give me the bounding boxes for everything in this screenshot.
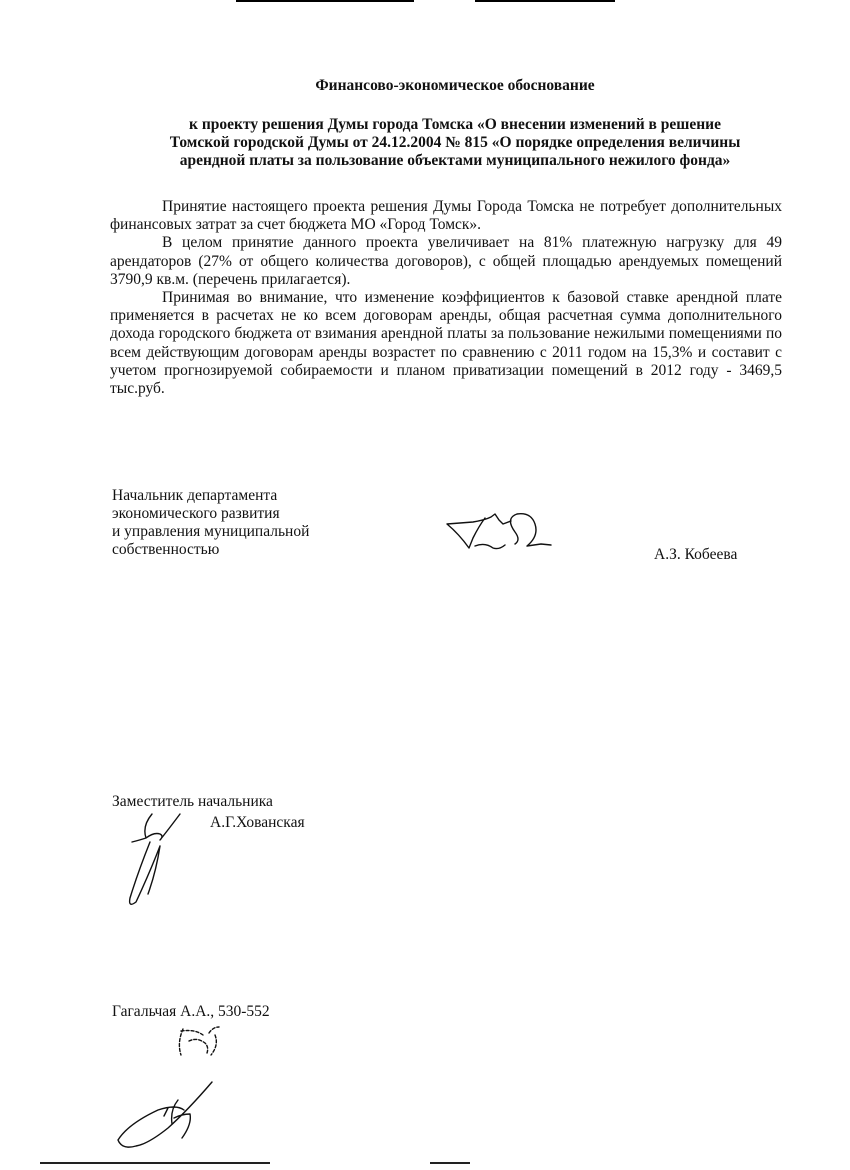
signatory-1-position xyxy=(112,487,309,559)
position-line: собственностью xyxy=(112,541,220,558)
document-subject xyxy=(110,116,800,170)
signature-icon xyxy=(108,1080,218,1155)
scan-edge-line xyxy=(430,1162,470,1164)
document-title: Финансово-экономическое обоснование xyxy=(315,77,595,94)
signatory-2-position xyxy=(112,793,273,811)
signatory-1-name: А.З. Кобеева xyxy=(654,546,738,563)
position-line: экономического развития xyxy=(112,505,280,522)
signature-icon xyxy=(445,512,555,557)
position-line: Начальник департамента xyxy=(112,487,278,504)
executor-info xyxy=(112,1003,270,1021)
subject-line: Томской городской Думы от 24.12.2004 № 815 «О порядке определения величины xyxy=(169,134,741,151)
subject-line: арендной платы за пользование объектами муниципального нежилого фонда» xyxy=(179,152,731,169)
paragraph: Принимая во внимание, что изменение коэффициентов к базовой ставке арендной плате применяется в расчетах не ко всем договорам аренды, общая расчетная сумма дополнительного дохода городского бюджета от взимания арендной платы за пользование нежилыми помещениями по всем действующим договорам аренды возрастет по сравнению с 2011 годом на 15,3% и составит с учетом прогнозируемой собираемости и планом приватизации помещений в 2012 году - 3469,5 тыс.руб. xyxy=(110,289,782,398)
scan-edge-line xyxy=(475,0,615,2)
subject-line: к проекту решения Думы города Томска «О внесении изменений в решение xyxy=(189,116,721,133)
paragraph: Принятие настоящего проекта решения Думы Города Томска не потребует дополнительных финансовых затрат за счет бюджета МО «Город Томск». xyxy=(110,198,782,234)
initials-icon xyxy=(175,1025,235,1060)
position-line: и управления муниципальной xyxy=(112,523,310,540)
executor-text: Гагальчая А.А., 530-552 xyxy=(112,1003,270,1020)
signature-icon xyxy=(120,812,190,912)
signatory-2-name: А.Г.Хованская xyxy=(210,814,305,831)
paragraph: В целом принятие данного проекта увеличивает на 81% платежную нагрузку для 49 арендаторов (27% от общего количества договоров), с общей площадью арендуемых помещений 3790,9 кв.м. (перечень прилагается). xyxy=(110,234,782,288)
position-line: Заместитель начальника xyxy=(112,793,273,810)
scan-edge-line xyxy=(236,0,414,2)
document-body xyxy=(110,198,782,398)
scan-edge-line xyxy=(40,1162,270,1164)
